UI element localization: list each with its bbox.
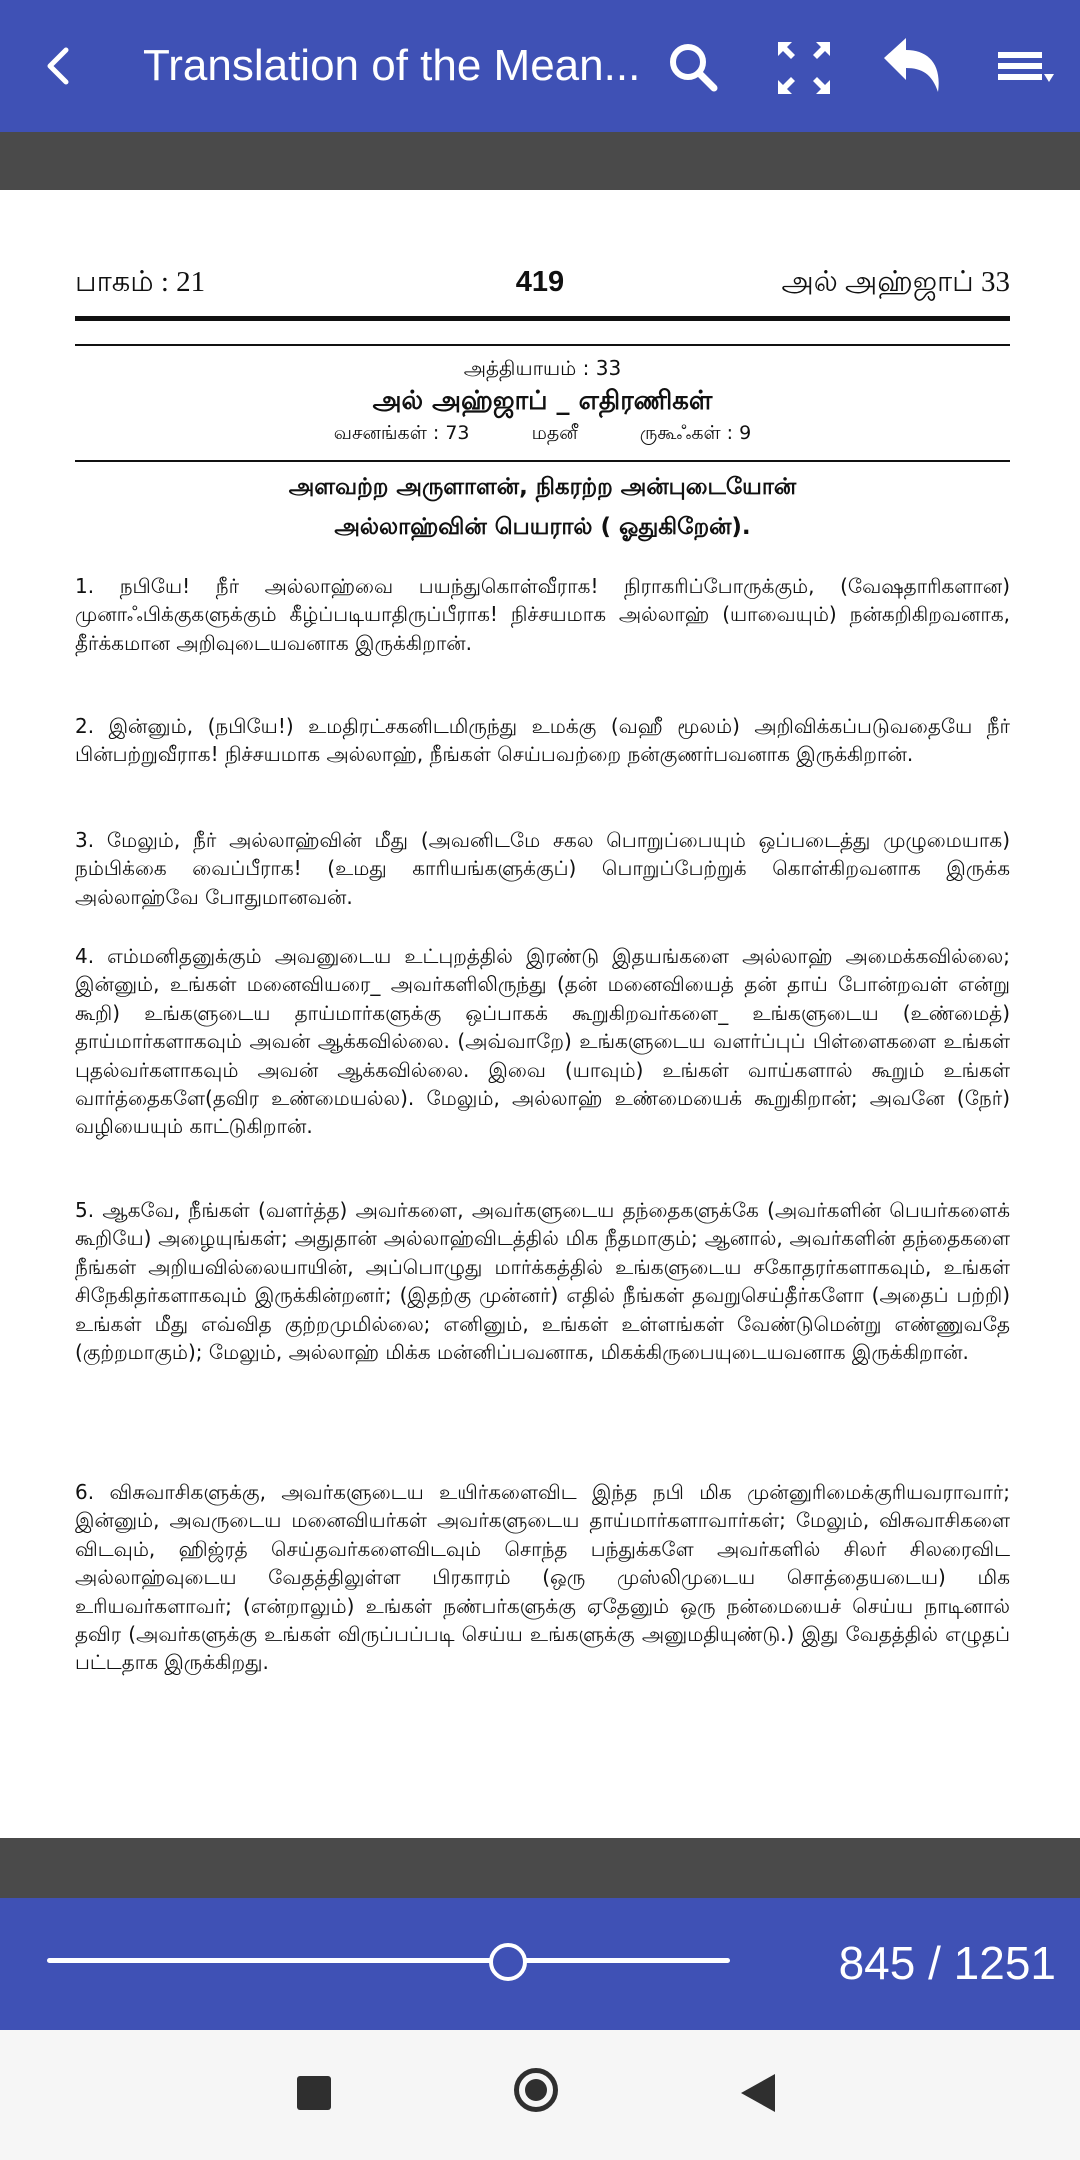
document-title: Translation of the Mean... xyxy=(143,41,641,90)
menu-icon[interactable] xyxy=(986,30,1062,106)
chapter-place: மதனீ xyxy=(531,422,578,444)
verse-1: 1. நபியே! நீர் அல்லாஹ்வை பயந்துகொள்வீராக! நிராகரிப்போருக்கும், (வேஷதாரிகளான) முனாஃபிக்குகளுக்கும் கீழ்ப்படியாதிருப்பீராக! நிச்சயமாக அல்லாஹ் (யாவையும்) நன்கறிகிறவனாக, தீர்க்கமான அறிவுடையவனாக இருக்கிறான். xyxy=(75,574,1010,655)
bismillah-line-1: அளவற்ற அருளாளன், நிகரற்ற அன்புடையோன் xyxy=(288,474,797,500)
page-header-part: பாகம் : 21 xyxy=(75,266,206,298)
verse-2: 2. இன்னும், (நபியே!) உமதிரட்சகனிடமிருந்து உமக்கு (வஹீ மூலம்) அறிவிக்கப்படுவதையே நீர் பின்பற்றுவீராக! நிச்சயமாக அல்லாஹ், நீங்கள் செய்பவற்றை நன்குணர்பவனாக இருக்கிறான். xyxy=(75,714,1010,767)
bismillah-line-2: அல்லாஹ்வின் பெயரால் ( ஓதுகிறேன்). xyxy=(334,514,751,540)
header-rule-thick xyxy=(75,316,1010,321)
page-slider-thumb[interactable] xyxy=(489,1943,527,1981)
page-number: 419 xyxy=(515,266,565,298)
chapter-meta xyxy=(75,422,1010,447)
back-triangle-icon[interactable] xyxy=(741,2074,775,2112)
fullscreen-icon[interactable] xyxy=(766,30,842,106)
back-arrow-icon[interactable] xyxy=(30,36,90,96)
header-rule-thin xyxy=(75,344,1010,346)
verse-5: 5. ஆகவே, நீங்கள் (வளர்த்த) அவர்களை, அவர்களுடைய தந்தைகளுக்கே (அவர்களின் பெயர்களைக் கூறியே) அழையுங்கள்; அதுதான் அல்லாஹ்விடத்தில் மிக நீதமாகும்; ஆனால், அவர்களின் தந்தைகளை நீங்கள் அறியவில்லையாயின், அப்பொழுது மார்க்கத்தில் உங்களுடைய சகோதரர்களாகவும், உங்கள் சிநேகிதர்களாகவும் இருக்கின்றனர்; (இதற்கு முன்னர்) எதில் நீங்கள் தவறுசெய்தீர்களோ (அதைப் பற்றி) உங்கள் மீது எவ்வித குற்றமுமில்லை; எனினும், உங்கள் உள்ளங்கள் வேண்டுமென்று எண்ணுவதே (குற்றமாகும்); மேலும், அல்லாஹ் மிக்க மன்னிப்பவனாக, மிகக்கிருபையுடையவனாக இருக்கிறான். xyxy=(75,1198,1010,1365)
reader-margin-top xyxy=(0,132,1080,190)
system-navigation-bar xyxy=(0,2030,1080,2160)
verse-6: 6. விசுவாசிகளுக்கு, அவர்களுடைய உயிர்களைவிட இந்த நபி மிக முன்னுரிமைக்குரியவராவார்; இன்னும், அவருடைய மனைவியர்கள் அவர்களுடைய தாய்மார்களாவார்கள்; மேலும், விசுவாசிகளை விடவும், ஹிஜ்ரத் செய்தவர்களைவிடவும் சொந்த பந்துக்களே அவர்களில் சிலர் சிலரைவிட அல்லாஹ்வுடைய வேதத்திலுள்ள பிரகாரம் (ஒரு முஸ்லிமுடைய சொத்தையடைய) மிக உரியவர்களாவர்; (என்றாலும்) உங்கள் நண்பர்களுக்கு ஏதேனும் ஒரு நன்மையைச் செய்ய நாடினால் தவிர (அவர்களுக்கு உங்கள் விருப்பப்படி செய்ய உங்களுக்கு அனுமதியுண்டு.) இது வேதத்தில் எழுதப் பட்டதாக இருக்கிறது. xyxy=(75,1480,1010,1675)
top-app-bar xyxy=(0,0,1080,132)
page-slider-track[interactable] xyxy=(47,1958,730,1963)
reader-margin-bottom xyxy=(0,1838,1080,1898)
chapter-label: அத்தியாயம் : 33 xyxy=(463,356,622,380)
chapter-rule xyxy=(75,460,1010,462)
page-header-surah: அல் அஹ்ஜாப் 33 xyxy=(781,266,1010,298)
page-navigation-bar xyxy=(0,1898,1080,2030)
chapter-title: அல் அஹ்ஜாப் _ எதிரணிகள் xyxy=(372,386,713,416)
chapter-rukus: ருகூஃகள் : 9 xyxy=(639,422,752,444)
home-circle-icon[interactable] xyxy=(514,2068,558,2112)
verse-4: 4. எம்மனிதனுக்கும் அவனுடைய உட்புறத்தில் இரண்டு இதயங்களை அல்லாஹ் அமைக்கவில்லை; இன்னும், உங்கள் மனைவியரை_ அவர்களிலிருந்து (தன் மனைவியைத் தன் தாய் போன்றவள் என்று கூறி) உங்களுடைய தாய்மார்களுக்கு ஒப்பாகக் கூறுகிறவர்களை_ உங்களுடைய (உண்மைத்) தாய்மார்களாகவும் அவன் ஆக்கவில்லை. (அவ்வாறே) உங்களுடைய வளர்ப்புப் பிள்ளைகளை உங்கள் புதல்வர்களாகவும் அவன் ஆக்கவில்லை. இவை (யாவும்) உங்கள் வாய்களால் கூறும் உங்கள் வார்த்தைகளே(தவிர உண்மையல்ல). மேலும், அல்லாஹ் உண்மையைக் கூறுகிறான்; அவனே (நேர்) வழியையும் காட்டுகிறான். xyxy=(75,944,1010,1139)
undo-icon[interactable] xyxy=(876,30,952,106)
chapter-verses: வசனங்கள் : 73 xyxy=(333,422,470,444)
search-icon[interactable] xyxy=(656,30,732,106)
page-counter: 845 / 1251 xyxy=(838,1937,1056,1989)
verse-3: 3. மேலும், நீர் அல்லாஹ்வின் மீது (அவனிடமே சகல பொறுப்பையும் ஒப்படைத்து முழுமையாக) நம்பிக்கை வைப்பீராக! (உமது காரியங்களுக்குப்) பொறுப்பேற்றுக் கொள்கிறவனாக இருக்க அல்லாஹ்வே போதுமானவன். xyxy=(75,828,1010,909)
recents-square-icon[interactable] xyxy=(297,2076,331,2110)
